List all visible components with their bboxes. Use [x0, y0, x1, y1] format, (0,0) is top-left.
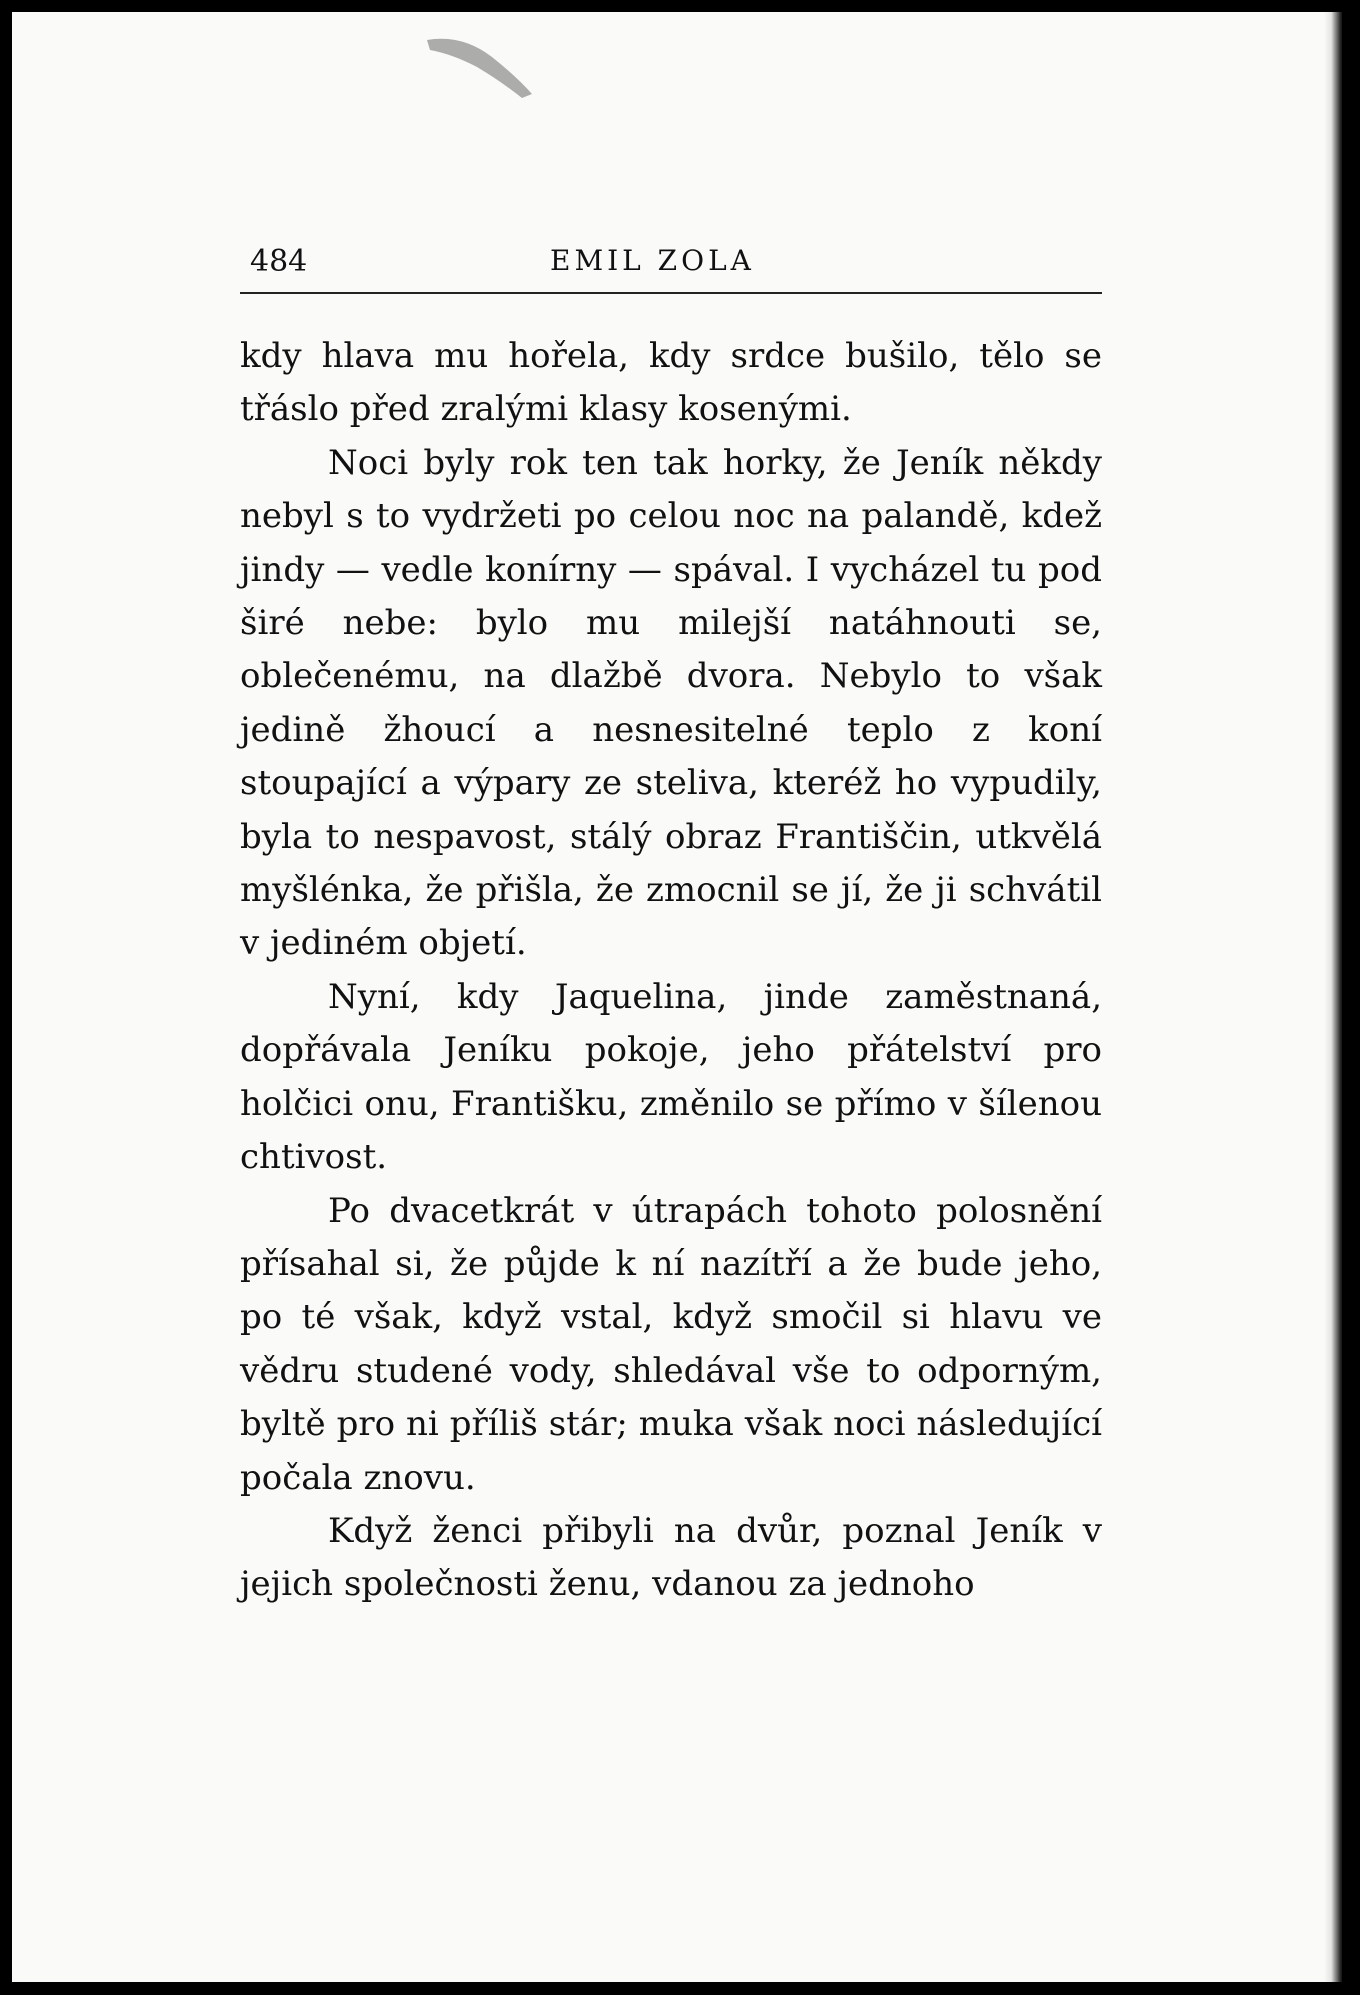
- body-text: [240, 330, 1102, 1612]
- page-header: [240, 234, 1102, 284]
- book-page: [12, 12, 1342, 1982]
- header-rule: [240, 292, 1102, 294]
- paragraph-5: Když ženci přibyli na dvůr, poznal Jeník v jejich společnosti ženu, vdanou za jednoho: [240, 1510, 1102, 1605]
- page-number: 484: [250, 244, 308, 279]
- ink-smudge: [422, 32, 542, 102]
- running-head: EMIL ZOLA: [550, 244, 755, 277]
- paragraph-1: kdy hlava mu hořela, kdy srdce bušilo, tělo se třáslo před zralými klasy kosenými.: [240, 336, 1102, 430]
- page-edge-shadow: [1324, 12, 1342, 1982]
- paragraph-3: Nyní, kdy Jaquelina, jinde zaměstnaná, dopřávala Jeníku pokoje, jeho přátelství pro holčici onu, Františku, změnilo se přímo v šílenou chtivost.: [240, 976, 1102, 1178]
- paragraph-4: Po dvacetkrát v útrapách tohoto polosnění přísahal si, že půjde k ní nazítří a že bude jeho, po té však, když vstal, když smočil si hlavu ve vědru studené vody, shledával vše to odporným, byltě pro ni příliš stár; muka však noci následující počala znovu.: [240, 1190, 1102, 1498]
- paragraph-2: Noci byly rok ten tak horky, že Jeník někdy nebyl s to vydržeti po celou noc na palandě, kdež jindy — vedle konírny — spával. I vycházel tu pod širé nebe: bylo mu milejší natáhnouti se, oblečenému, na dlažbě dvora. Nebylo to však jedině žhoucí a nesnesitelné teplo z koní stoupající a výpary ze steliva, kteréž ho vypudily, byla to nespavost, stálý obraz Františčin, utkvělá myšlénka, že přišla, že zmocnil se jí, že ji schvátil v jediném objetí.: [240, 442, 1102, 964]
